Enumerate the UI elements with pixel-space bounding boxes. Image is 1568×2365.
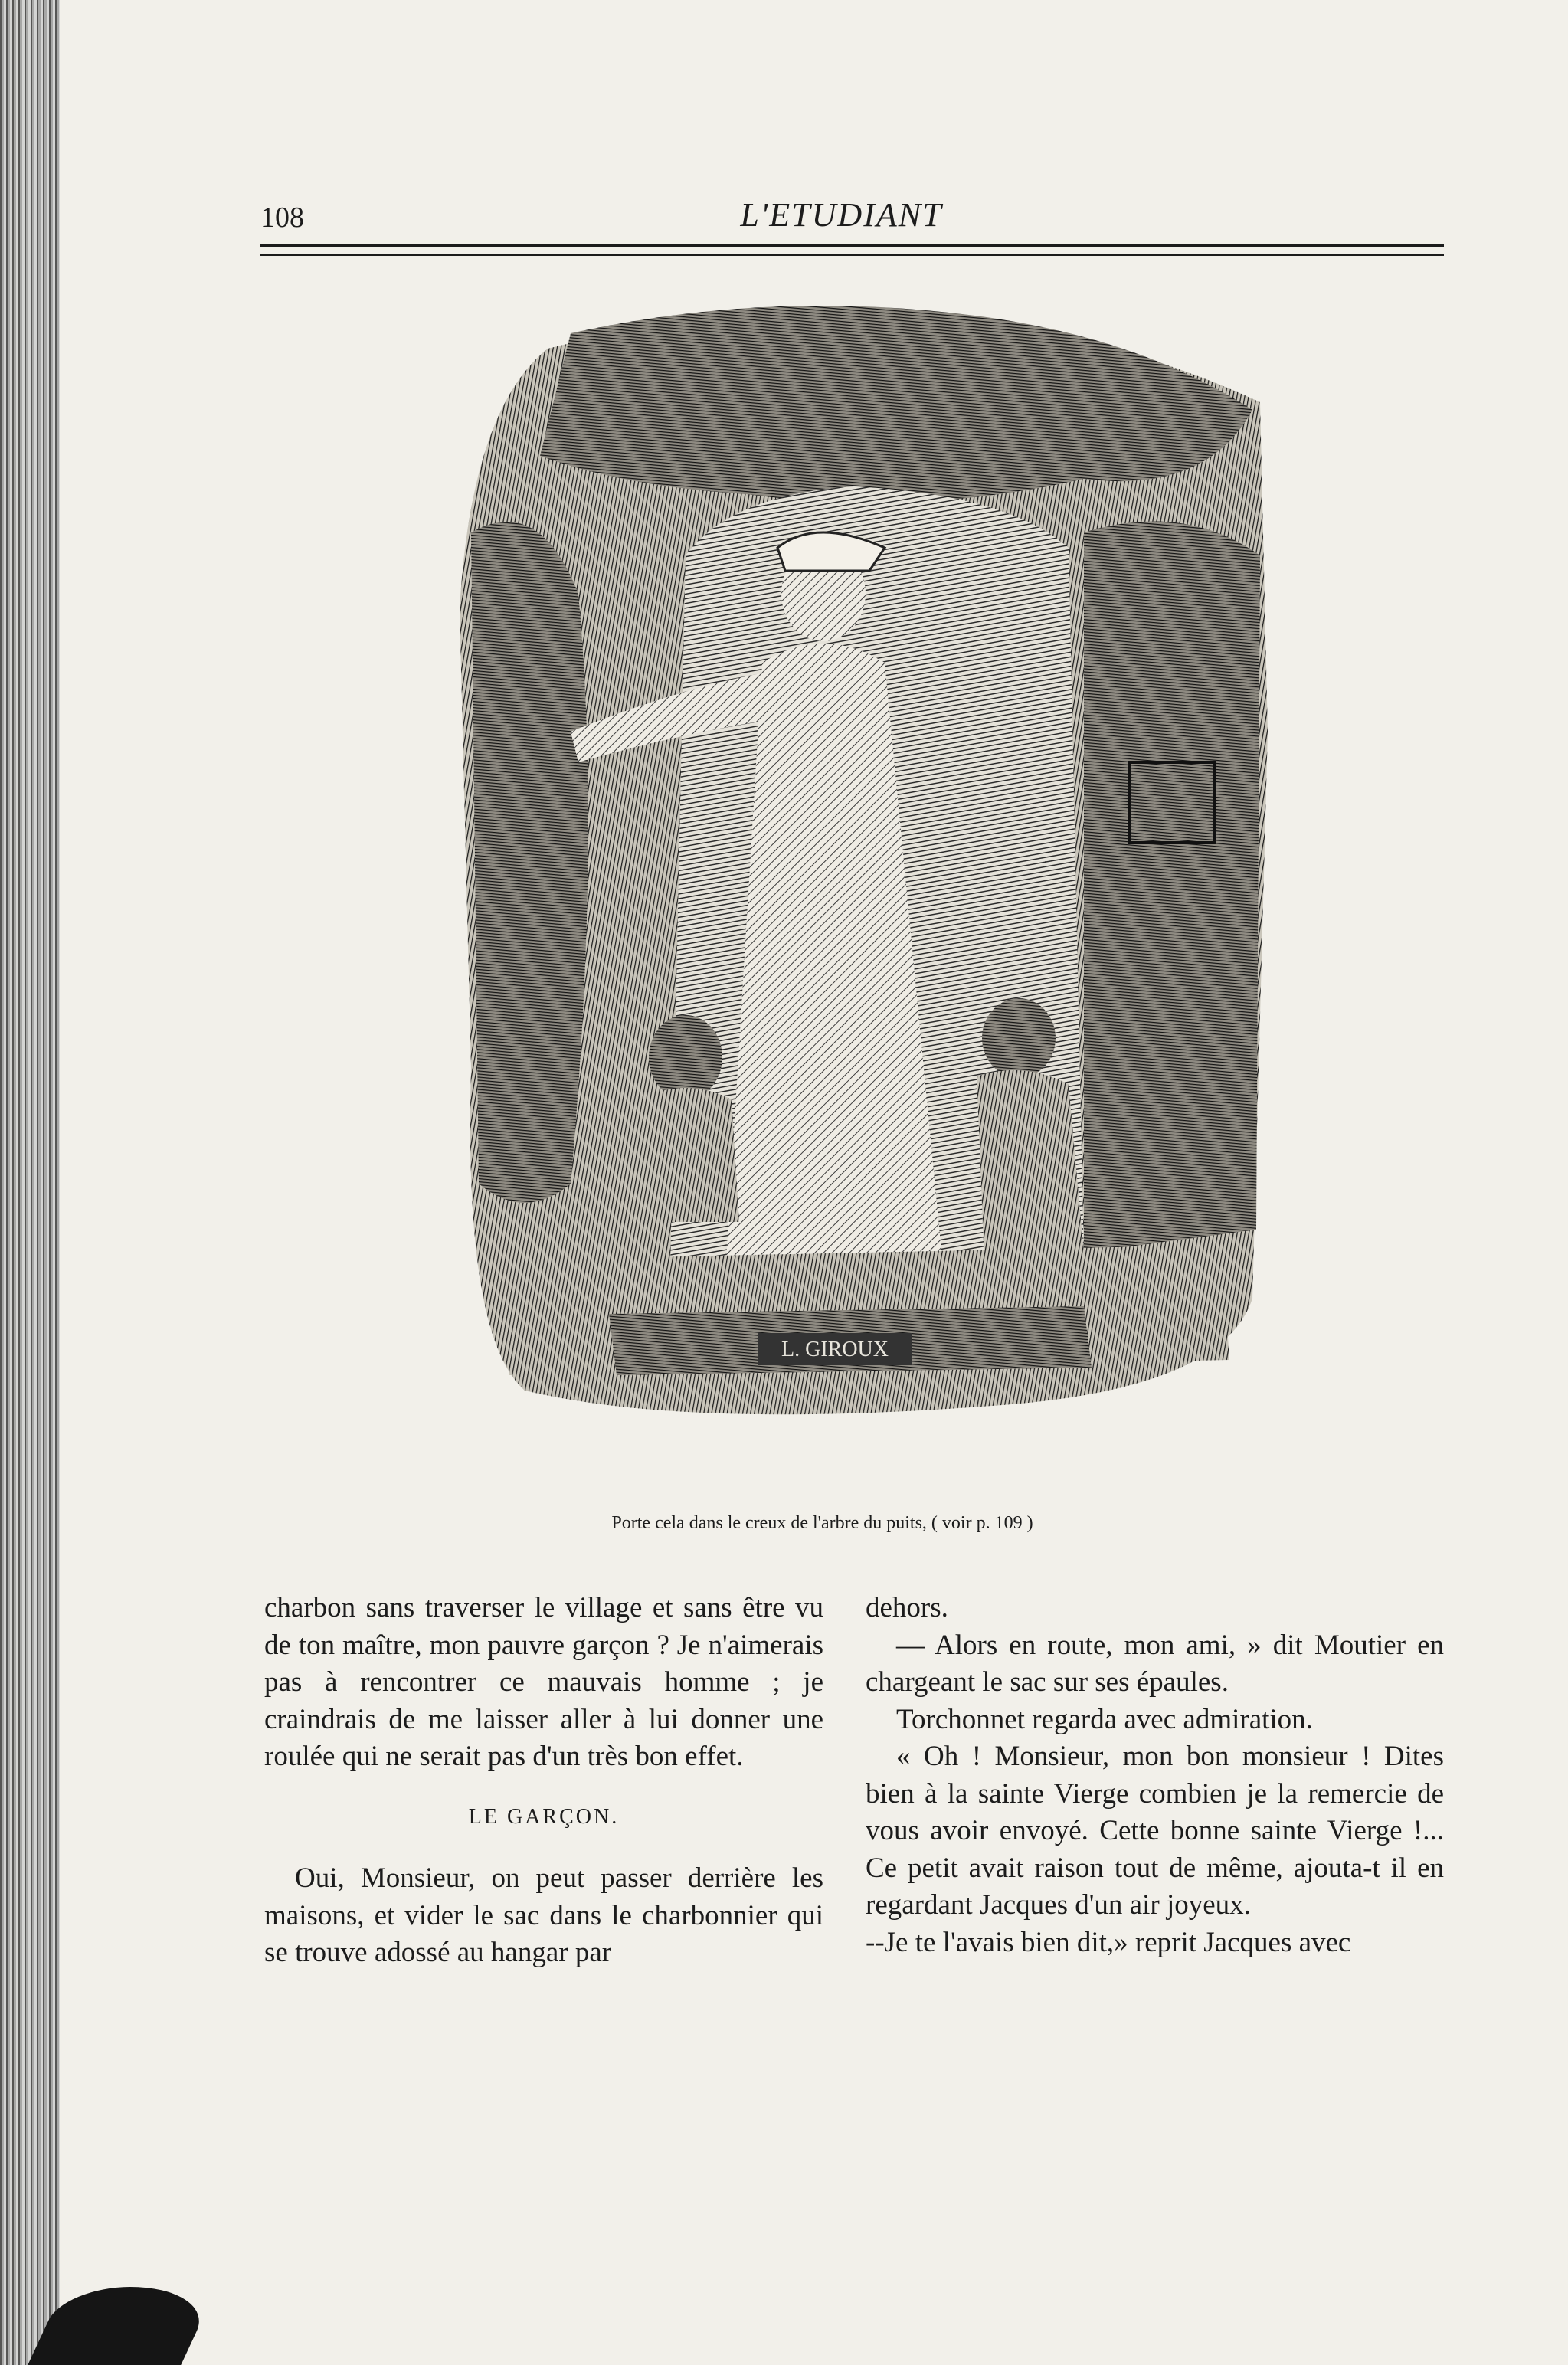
page-binding-edge [0, 0, 60, 2365]
section-heading: LE GARÇON. [468, 1804, 620, 1829]
page-number: 108 [260, 201, 304, 234]
paragraph: charbon sans traverser le village et sans être vu de ton maître, mon pauvre garçon ? Je n'aimerais pas à rencontrer ce mauvais homme ; je craindrais de me laisser aller à lui donner une roulée qui ne serait pas d'un très bon effet. [264, 1592, 823, 1772]
paragraph: dehors. [866, 1592, 948, 1623]
text-column-left [264, 1590, 823, 1972]
engraving-illustration [456, 303, 1275, 1456]
engraving-drawing [456, 303, 1275, 1456]
header-rule-thick [260, 244, 1444, 247]
paragraph: --Je te l'avais bien dit,» reprit Jacques avec [866, 1926, 1351, 1958]
paragraph: Oui, Monsieur, on peut passer derrière les maisons, et vider le sac dans le charbonnier qui se trouve adossé au hangar par [264, 1862, 823, 1968]
paragraph: — Alors en route, mon ami, » dit Moutier en chargeant le sac sur ses épaules. [866, 1629, 1444, 1698]
illustration-caption: Porte cela dans le creux de l'arbre du puits, ( voir p. 109 ) [611, 1513, 1033, 1533]
text-column-right [866, 1590, 1444, 1961]
header-rule-thin [260, 254, 1444, 256]
engraver-signature: L. GIROUX [781, 1338, 889, 1361]
running-title: L'ETUDIANT [740, 196, 943, 234]
paragraph: « Oh ! Monsieur, mon bon monsieur ! Dites bien à la sainte Vierge combien je la remercie de vous avoir envoyé. Cette bonne sainte Vierge !... Ce petit avait raison tout de même, ajouta-t il en regardant Jacques d'un air joyeux. [866, 1741, 1444, 1921]
paragraph: Torchonnet regarda avec admiration. [896, 1703, 1313, 1735]
